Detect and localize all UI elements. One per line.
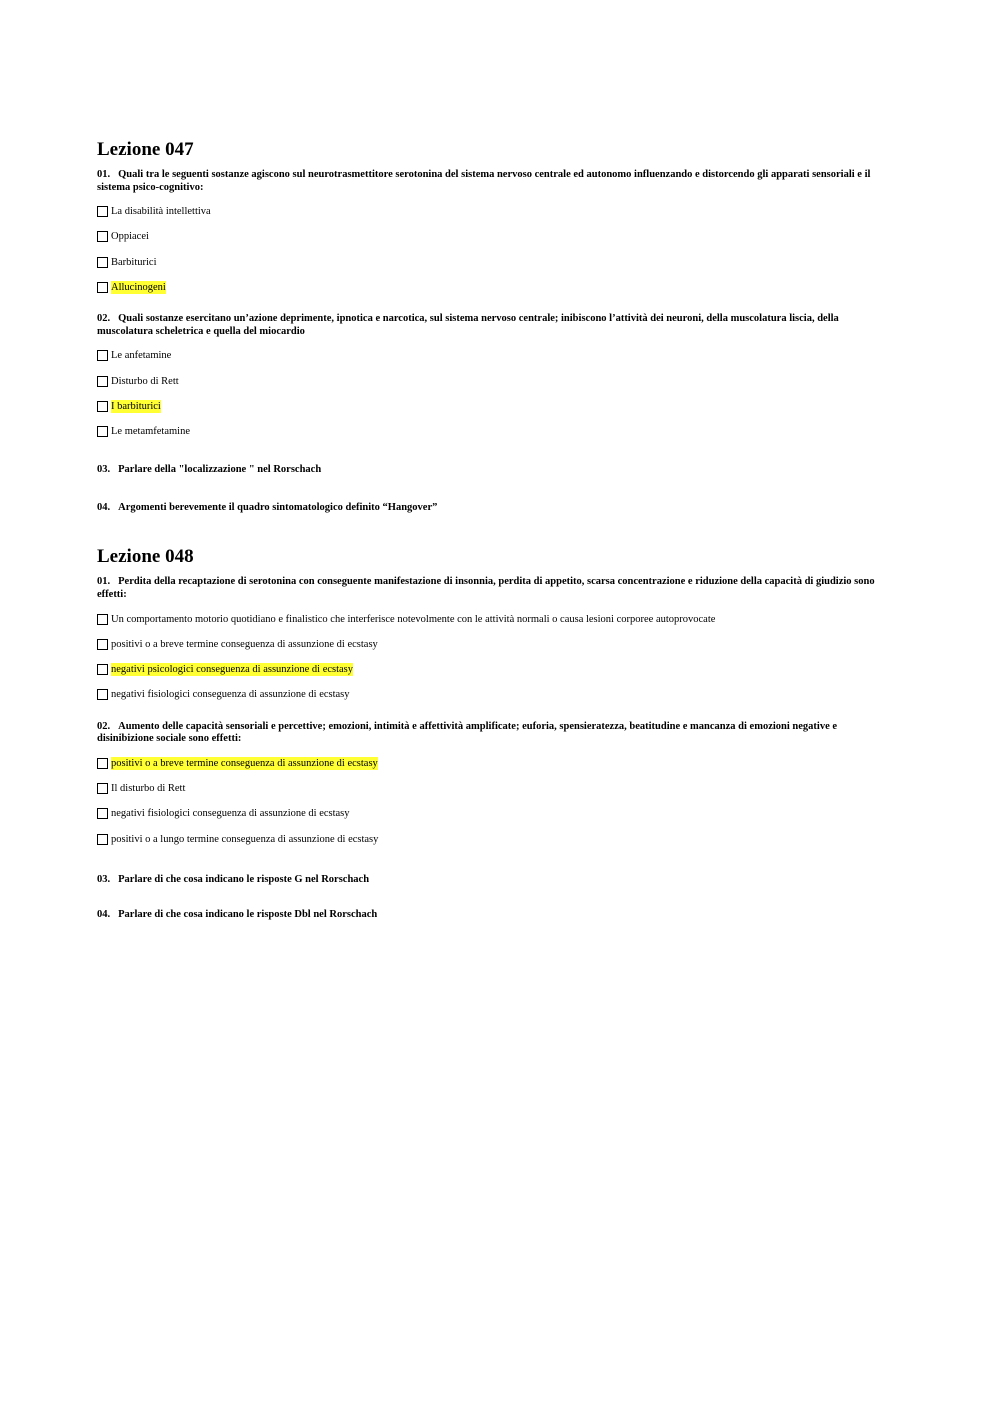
answer-option[interactable] (97, 606, 887, 631)
answer-option[interactable] (97, 776, 887, 801)
question-body: Aumento delle capacità sensoriali e percettive; emozioni, intimità e affettività amplificate; euforia, spensieratezza, beatitudine e mancanza di emozioni negative e disinibizione sociale sono effetti: (97, 720, 838, 745)
answer-option[interactable] (97, 368, 887, 393)
lesson-title: Lezione 047 (97, 139, 194, 160)
question-block (97, 576, 887, 707)
answer-option[interactable] (97, 343, 887, 368)
checkbox[interactable] (97, 401, 108, 412)
checkbox[interactable] (97, 783, 108, 794)
answer-options (97, 199, 887, 300)
option-label-highlighted: I barbiturici (111, 400, 161, 412)
question-text (97, 313, 887, 338)
option-label: positivi o a lungo termine conseguenza di assunzione di ecstasy (111, 833, 379, 845)
checkbox[interactable] (97, 664, 108, 675)
question-text (97, 576, 887, 601)
lesson-048 (97, 545, 887, 921)
question-block (97, 313, 887, 444)
question-body: Quali sostanze esercitano un’azione deprimente, ipnotica e narcotica, sul sistema nervoso centrale; inibiscono l’attività dei neuroni, della muscolatura liscia, della muscolatura scheletrica e quella del miocardio (97, 313, 839, 337)
checkbox[interactable] (97, 639, 108, 650)
checkbox[interactable] (97, 426, 108, 437)
question-text (97, 169, 887, 194)
answer-option[interactable] (97, 394, 887, 419)
option-label: negativi fisiologici conseguenza di assunzione di ecstasy (111, 689, 350, 701)
checkbox[interactable] (97, 206, 108, 217)
option-label: Oppiacei (111, 231, 149, 243)
checkbox[interactable] (97, 834, 108, 845)
option-label: Le metamfetamine (111, 426, 191, 438)
option-label: Un comportamento motorio quotidiano e finalistico che interferisce notevolmente con le attività normali o causa lesioni corporee autoprovocate (111, 613, 716, 625)
answer-option[interactable] (97, 632, 887, 657)
answer-option[interactable] (97, 199, 887, 224)
question-text (97, 721, 887, 746)
answer-option[interactable] (97, 275, 887, 300)
answer-option[interactable] (97, 826, 887, 851)
checkbox[interactable] (97, 282, 108, 293)
question-number: 02. (97, 720, 111, 732)
answer-option[interactable] (97, 682, 887, 707)
question-number: 04. (97, 909, 111, 921)
question-body: Parlare di che cosa indicano le risposte G nel Rorschach (118, 873, 370, 885)
question-body: Quali tra le seguenti sostanze agiscono sul neurotrasmettitore serotonina del sistema nervoso centrale ed autonomo influenzando e distorcendo gli apparati sensoriali e il sistema psico-cognitivo: (97, 169, 871, 193)
checkbox[interactable] (97, 257, 108, 268)
question-body: Perdita della recaptazione di serotonina con conseguente manifestazione di insonnia, perdita di appetito, scarsa concentrazione e riduzione della capacità di giudizio sono effetti: (97, 576, 875, 600)
option-label: positivi o a breve termine conseguenza di assunzione di ecstasy (111, 638, 378, 650)
answer-option[interactable] (97, 419, 887, 444)
question-number: 02. (97, 313, 111, 325)
checkbox[interactable] (97, 231, 108, 242)
document-page (97, 138, 887, 922)
question-number: 01. (97, 576, 111, 588)
checkbox[interactable] (97, 808, 108, 819)
checkbox[interactable] (97, 758, 108, 769)
answer-option[interactable] (97, 657, 887, 682)
answer-options (97, 751, 887, 852)
checkbox[interactable] (97, 614, 108, 625)
option-label: Barbiturici (111, 256, 157, 268)
open-question (97, 502, 887, 515)
option-label: Le anfetamine (111, 350, 172, 362)
question-block (97, 721, 887, 852)
question-block (97, 169, 887, 300)
checkbox[interactable] (97, 376, 108, 387)
answer-option[interactable] (97, 801, 887, 826)
option-label: negativi fisiologici conseguenza di assunzione di ecstasy (111, 808, 350, 820)
question-number: 03. (97, 873, 111, 885)
answer-option[interactable] (97, 224, 887, 249)
question-body: Argomenti berevemente il quadro sintomatologico definito “Hangover” (118, 501, 438, 513)
checkbox[interactable] (97, 689, 108, 700)
lesson-title: Lezione 048 (97, 546, 194, 568)
checkbox[interactable] (97, 350, 108, 361)
option-label: Il disturbo di Rett (111, 783, 186, 794)
open-question (97, 909, 887, 922)
option-label-highlighted: positivi o a breve termine conseguenza di assunzione di ecstasy (111, 757, 378, 769)
question-number: 03. (97, 464, 111, 476)
answer-options (97, 343, 887, 444)
lesson-047 (97, 138, 887, 514)
answer-option[interactable] (97, 250, 887, 275)
question-number: 01. (97, 169, 111, 180)
question-body: Parlare della "localizzazione " nel Rorschach (118, 464, 322, 476)
answer-options (97, 606, 887, 707)
question-body: Parlare di che cosa indicano le risposte Dbl nel Rorschach (118, 909, 378, 921)
open-question (97, 464, 887, 477)
option-label-highlighted: negativi psicologici conseguenza di assunzione di ecstasy (111, 664, 354, 676)
question-number: 04. (97, 501, 111, 513)
option-label: La disabilità intellettiva (111, 206, 211, 218)
open-question (97, 874, 887, 887)
option-label-highlighted: Allucinogeni (111, 282, 166, 294)
answer-option[interactable] (97, 751, 887, 776)
option-label: Disturbo di Rett (111, 375, 179, 387)
